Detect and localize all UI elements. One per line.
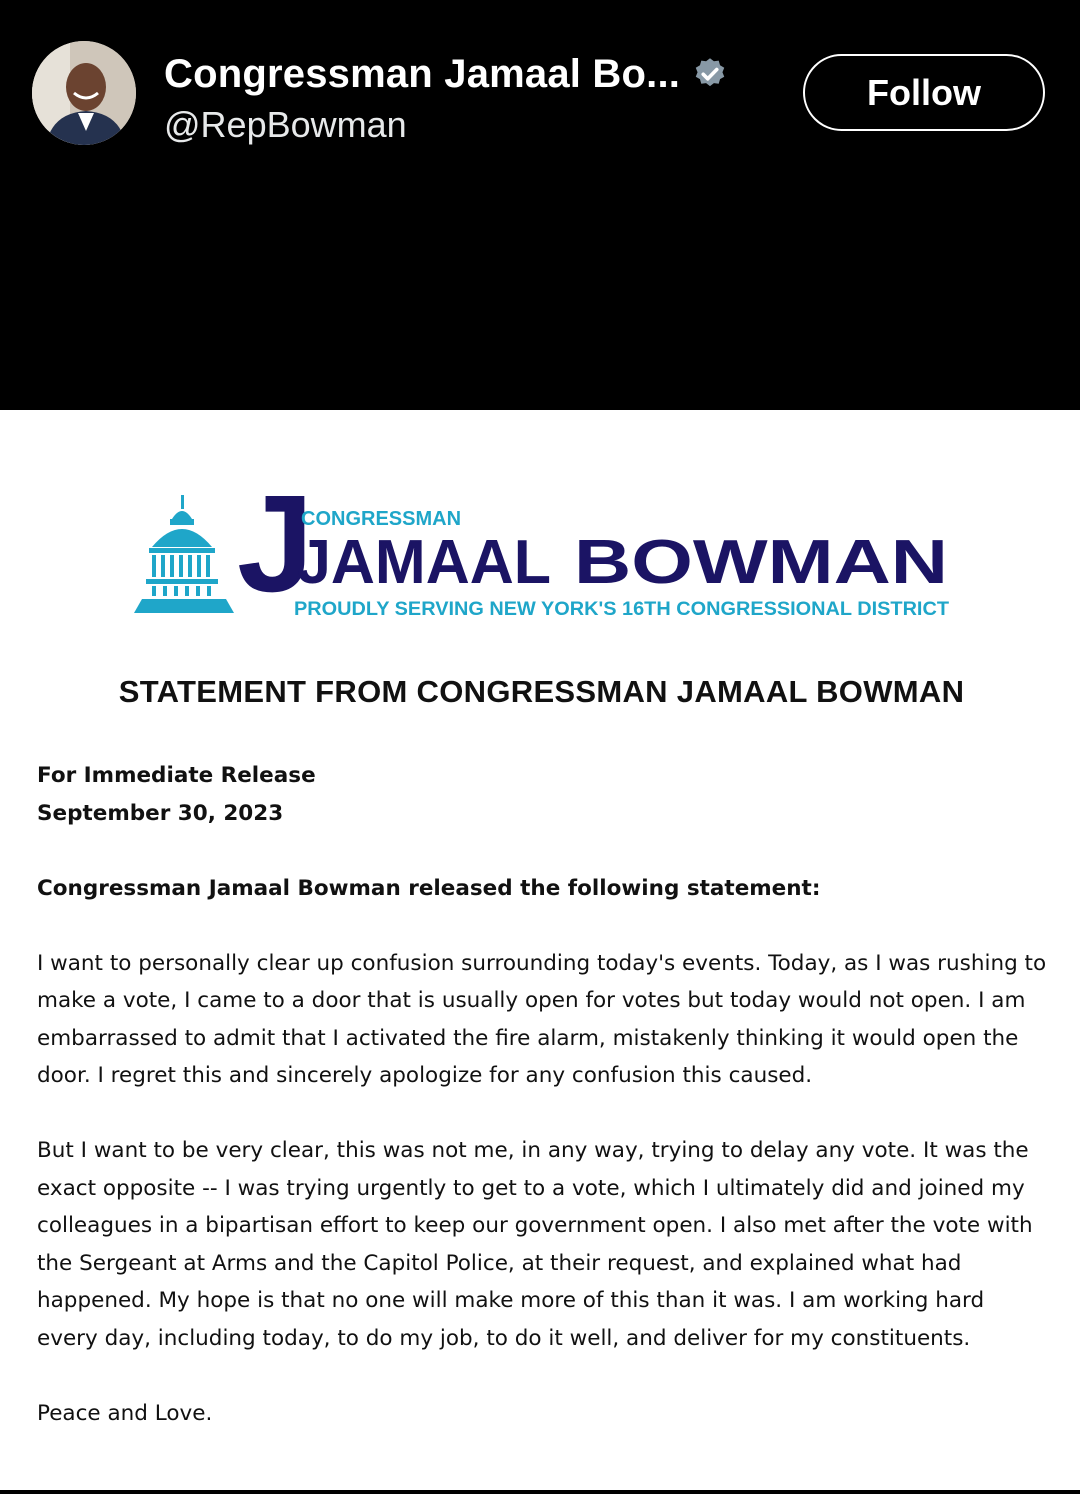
logo-first-name: JAMAAL [297,528,551,597]
avatar-photo [32,41,136,145]
display-name[interactable]: Congressman Jamaal Bo... [164,51,681,96]
logo-initial: J [237,495,314,620]
logo-tagline: PROUDLY SERVING NEW YORK'S 16TH CONGRESSIONAL DISTRICT [294,599,950,620]
post-header [0,0,1080,410]
bottom-divider [0,1490,1080,1494]
statement-sign-off: Peace and Love. [37,1400,213,1426]
statement-paragraph-1: I want to personally clear up confusion surrounding today's events. Today, as I was rushing to make a vote, I came to a door that is usually open for votes but today would not open. I am embarrassed to admit that I activated the fire alarm, mistakenly thinking it would open the door. I regret this and sincerely apologize for any confusion this caused. [37,950,1047,1088]
statement-document [0,410,1080,1490]
statement-title: STATEMENT FROM CONGRESSMAN JAMAAL BOWMAN [118,674,965,709]
letterhead-logo [134,495,954,620]
logo-last-name: BOWMAN [574,528,948,597]
statement-body [37,757,1047,1470]
statement-intro: Congressman Jamaal Bowman released the following statement: [37,875,821,901]
congressman-label: CONGRESSMAN [301,508,462,530]
release-line: For Immediate Release [37,763,316,788]
statement-paragraph-2: But I want to be very clear, this was not me, in any way, trying to delay any vote. It was the exact opposite -- I was trying urgently to get to a vote, which I ultimately did and joined my colleagues in a bipartisan effort to keep our government open. I also met after the vote with the Sergeant at Arms and the Capitol Police, at their request, and explained what had happened. My hope is that no one will make more of this than it was. I am working hard every day, including today, to do my job, to do it well, and deliver for my constituents. [37,1138,1033,1351]
user-handle[interactable]: @RepBowman [164,104,407,145]
verified-badge-icon [692,56,728,92]
capitol-dome-icon [134,495,234,613]
release-block [37,757,1047,832]
release-date: September 30, 2023 [37,800,284,826]
avatar[interactable] [32,41,136,145]
name-row [164,48,728,100]
follow-button[interactable]: Follow [803,54,1045,131]
